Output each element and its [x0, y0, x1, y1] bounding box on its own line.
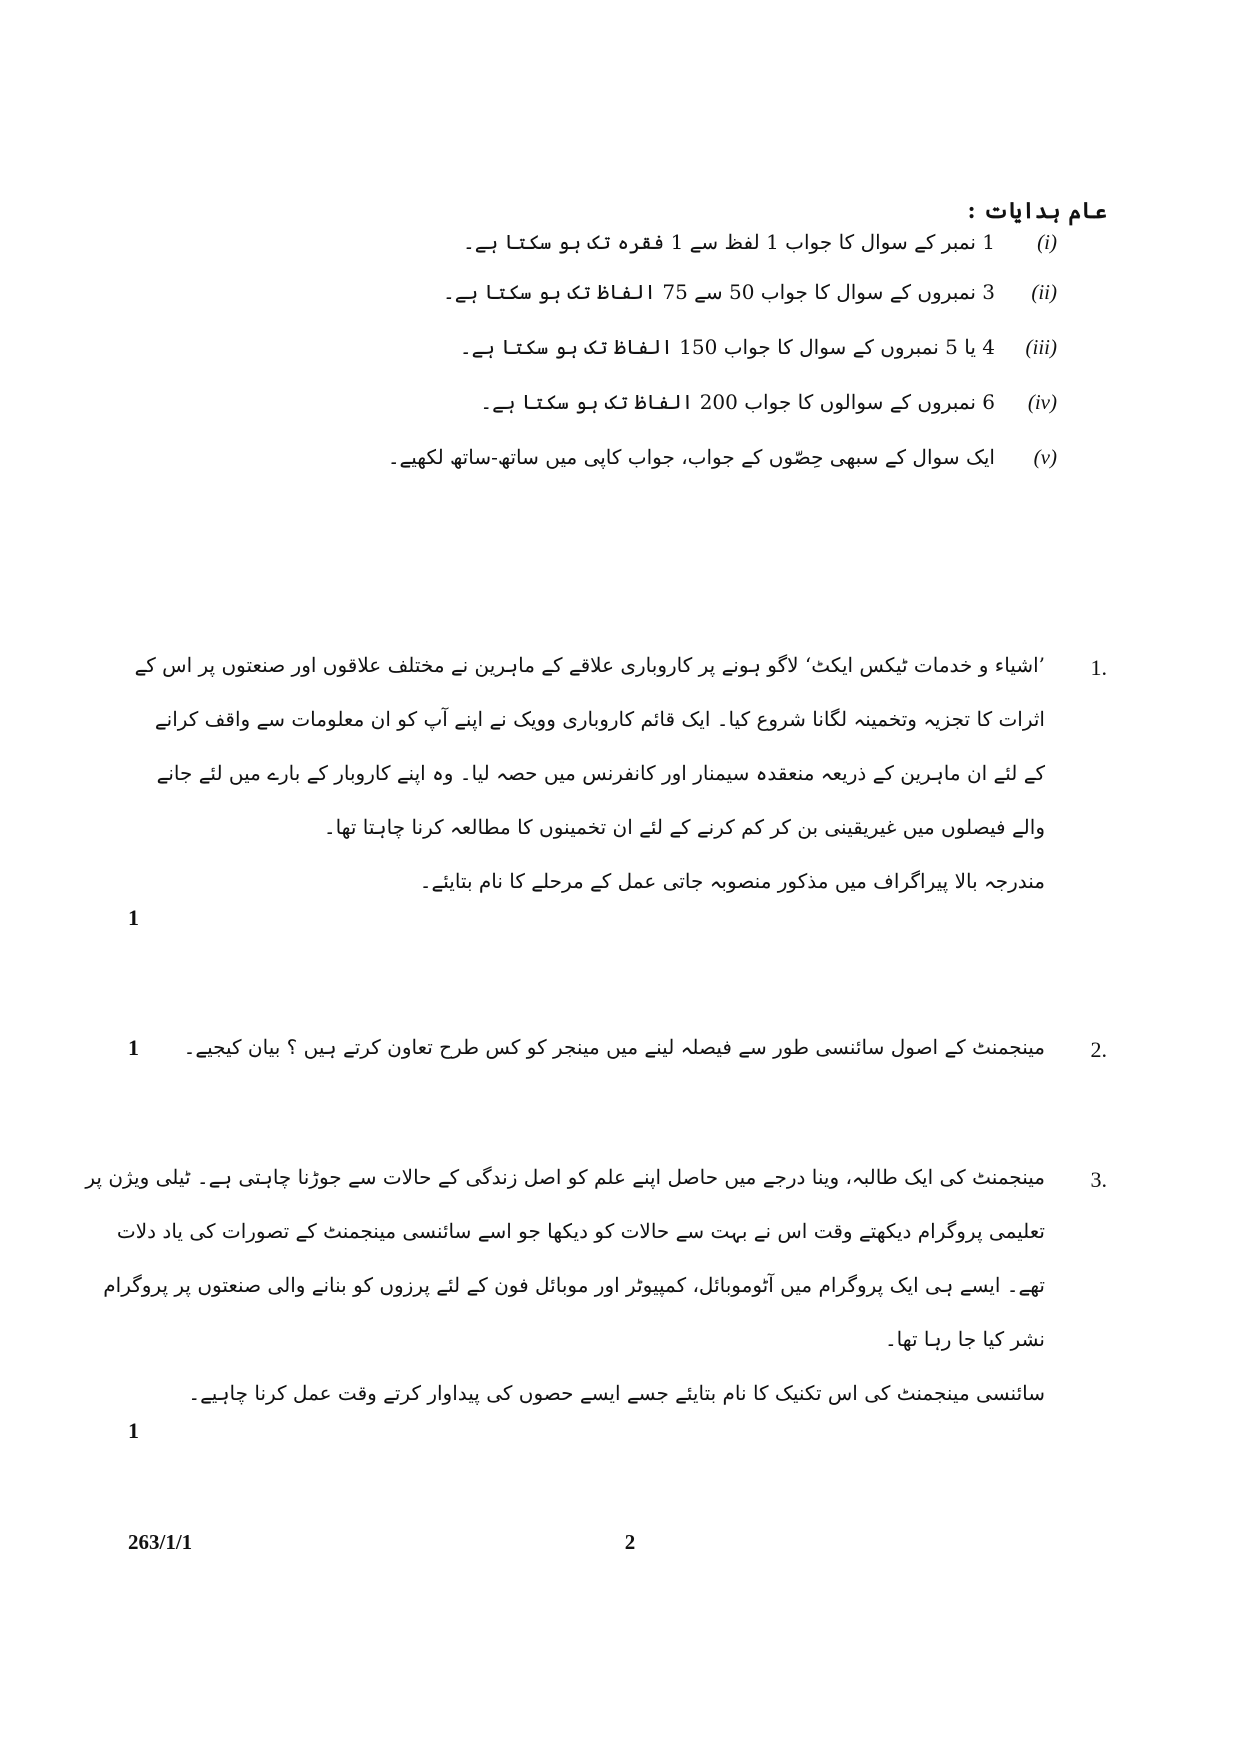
marks: 1: [128, 1035, 139, 1060]
question-line: نشر کیا جا رہا تھا۔: [884, 1327, 1045, 1351]
question-number: 1.: [1090, 655, 1107, 680]
question-body: [85, 1150, 1045, 1420]
instruction-text: 1 نمبر کے سوال کا جواب 1 لفظ سے 1 فقرہ تک ہو سکتا ہے۔: [463, 230, 995, 254]
instruction-item: [300, 387, 1057, 417]
question-line: تھے۔ ایسے ہی ایک پروگرام میں آٹوموبائل، کمپیوٹر اور موبائل فون کے لئے پرزوں کو بنانے والی صنعتوں پر پروگرام: [103, 1273, 1045, 1297]
question-line: والے فیصلوں میں غیریقینی بن کر کم کرنے کے لئے ان تخمینوں کا مطالعہ کرنا چاہتا تھا۔: [323, 815, 1045, 839]
instruction-text: ایک سوال کے سبھی حِصّوں کے جواب، جواب کاپی میں ساتھ-ساتھ لکھیے۔: [387, 445, 995, 469]
marks: 1: [128, 905, 139, 930]
page-number: 2: [624, 1530, 636, 1554]
instruction-number: (v): [1033, 444, 1057, 469]
instruction-item: [300, 277, 1057, 307]
instructions-heading: عام ہدایات :: [967, 198, 1107, 224]
question-prompt: مندرجہ بالا پیراگراف میں مذکور منصوبہ جاتی عمل کے مرحلے کا نام بتایئے۔: [419, 869, 1045, 893]
question-prompt: مینجمنٹ کے اصول سائنسی طور سے فیصلہ لینے میں مینجر کو کس طرح تعاون کرتے ہیں ؟ بیان کیجیے۔: [183, 1035, 1045, 1059]
instruction-number: (iii): [1025, 334, 1057, 359]
question-number: 3.: [1090, 1167, 1107, 1192]
instruction-item: [300, 227, 1057, 257]
marks: 1: [128, 1418, 139, 1443]
question-number: 2.: [1090, 1037, 1107, 1062]
question-line: کے لئے ان ماہرین کے ذریعہ منعقدہ سیمنار اور کانفرنس میں حصہ لیا۔ وہ اپنے کاروبار کے بارے میں لئے جانے: [156, 761, 1045, 785]
question-line: ’اشیاء و خدمات ٹیکس ایکٹ‘ لاگو ہونے پر کاروباری علاقے کے ماہرین نے مختلف علاقوں اور صنعتوں پر اس کے: [134, 653, 1045, 677]
question-line: مینجمنٹ کی ایک طالبہ، وینا درجے میں حاصل اپنے علم کو اصل زندگی کے حالات سے جوڑنا چاہتی ہے۔ ٹیلی ویژن پر: [85, 1165, 1045, 1189]
question-prompt: سائنسی مینجمنٹ کی اس تکنیک کا نام بتایئے جسے ایسے حصوں کی پیداوار کرتے وقت عمل کرنا چاہیے۔: [188, 1381, 1045, 1405]
instruction-number: (ii): [1031, 279, 1057, 304]
question-body: [185, 1020, 1045, 1074]
instruction-text: 4 یا 5 نمبروں کے سوال کا جواب 150 الفاظ تک ہو سکتا ہے۔: [459, 335, 995, 359]
paper-code: 263/1/1: [128, 1530, 193, 1554]
instruction-text: 3 نمبروں کے سوال کا جواب 50 سے 75 الفاظ تک ہو سکتا ہے۔: [443, 280, 995, 304]
question-line: تعلیمی پروگرام دیکھتے وقت اس نے بہت سے حالات کو دیکھا جو اسے سائنسی مینجمنٹ کے تصورات کی یاد دلات: [116, 1219, 1045, 1243]
instruction-item: [300, 332, 1057, 362]
question-line: اثرات کا تجزیہ وتخمینہ لگانا شروع کیا۔ ایک قائم کاروباری وویک نے اپنے آپ کو ان معلومات سے واقف کرانے: [154, 707, 1045, 731]
question-body: [134, 638, 1045, 908]
instruction-number: (i): [1037, 229, 1057, 254]
instruction-text: 6 نمبروں کے سوالوں کا جواب 200 الفاظ تک ہو سکتا ہے۔: [480, 390, 995, 414]
instruction-number: (iv): [1027, 389, 1057, 414]
instruction-item: [300, 442, 1057, 472]
